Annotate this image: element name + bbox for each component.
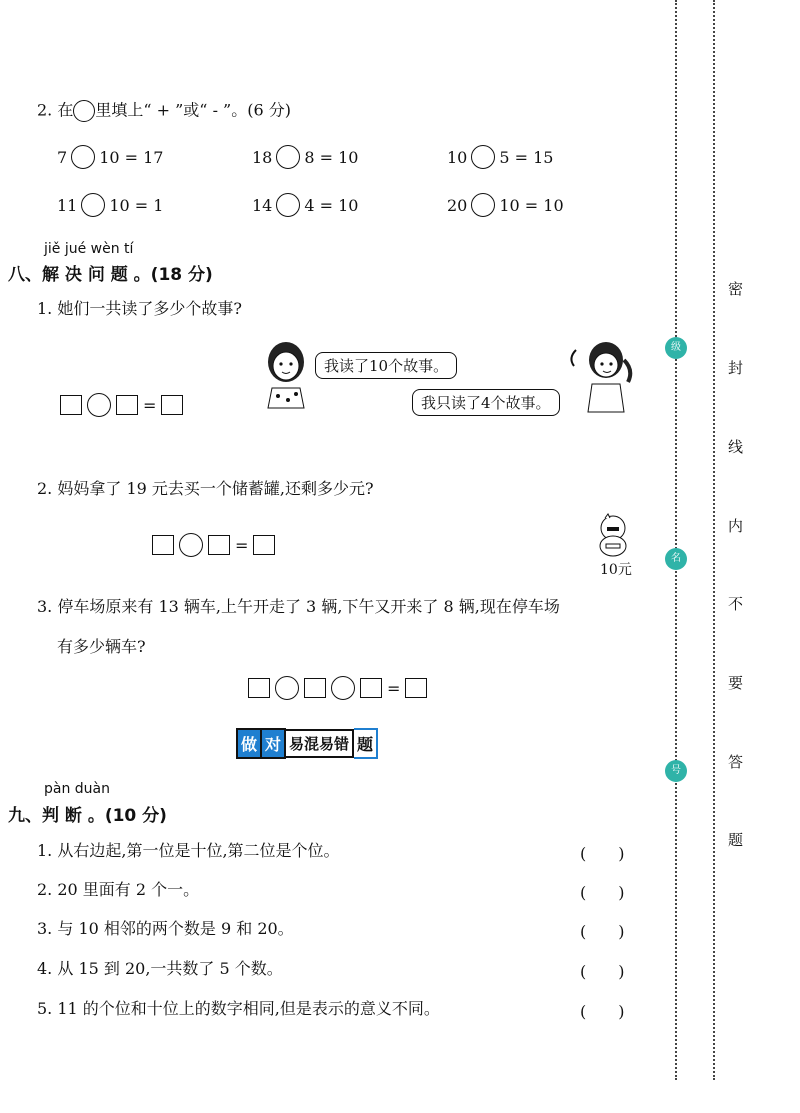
answer-box[interactable] [152,535,174,555]
answer-box[interactable] [161,395,183,415]
equation-q8-1: = [60,393,183,417]
seal-char: 线 [728,438,744,456]
section8-pinyin: jiě jué wèn tí [44,241,134,257]
speech-bubble-1: 我读了10个故事。 [315,352,457,379]
seal-char: 内 [728,517,744,535]
judge-item-3: 3. 与 10 相邻的两个数是 9 和 20。 [37,919,294,938]
number-marker: 号 [665,760,687,782]
operator-circle[interactable] [87,393,111,417]
seal-char: 密 [728,280,744,298]
girl-illustration [258,338,314,410]
operator-circle[interactable] [331,676,355,700]
operator-circle[interactable] [179,533,203,557]
answer-box[interactable] [208,535,230,555]
answer-paren[interactable]: ( ) [580,1002,625,1021]
q7-2-item: 18 8 = 10 [252,145,358,169]
seal-char: 答 [728,753,744,771]
judge-item-2: 2. 20 里面有 2 个一。 [37,880,200,899]
class-marker: 级 [665,337,687,359]
seal-line-left [675,0,677,1080]
section9-pinyin: pàn duàn [44,781,111,797]
blank-circle[interactable] [471,193,495,217]
blank-circle[interactable] [71,145,95,169]
answer-box[interactable] [248,678,270,698]
answer-paren[interactable]: ( ) [580,922,625,941]
section9-heading: 九、判 断 。(10 分) [8,806,167,826]
blank-circle[interactable] [471,145,495,169]
answer-box[interactable] [253,535,275,555]
answer-box[interactable] [116,395,138,415]
banner-char-ti: 题 [354,728,378,759]
q8-1-text: 1. 她们一共读了多少个故事? [37,299,242,318]
blank-circle[interactable] [73,100,95,122]
q7-2-item: 20 10 = 10 [447,193,564,217]
seal-char: 要 [728,674,744,692]
equation-q8-3: = [248,676,427,700]
judge-item-4: 4. 从 15 到 20,一共数了 5 个数。 [37,959,283,978]
blank-circle[interactable] [276,193,300,217]
blank-circle[interactable] [81,193,105,217]
banner-char-zuo: 做 [236,728,262,759]
seal-char: 封 [728,359,744,377]
answer-paren[interactable]: ( ) [580,962,625,981]
answer-box[interactable] [60,395,82,415]
answer-box[interactable] [405,678,427,698]
piggy-bank-icon [596,512,630,560]
price-label: 10元 [600,562,632,578]
banner-text: 易混易错 [286,729,354,758]
answer-paren[interactable]: ( ) [580,883,625,902]
q7-2-item: 11 10 = 1 [57,193,163,217]
speech-bubble-2: 我只读了4个故事。 [412,389,560,416]
answer-paren[interactable]: ( ) [580,844,625,863]
answer-box[interactable] [304,678,326,698]
seal-char: 题 [728,831,744,849]
q8-3-line1: 3. 停车场原来有 13 辆车,上午开走了 3 辆,下午又开来了 8 辆,现在停车场 [37,597,560,616]
judge-item-5: 5. 11 的个位和十位上的数字相同,但是表示的意义不同。 [37,999,440,1018]
judge-item-1: 1. 从右边起,第一位是十位,第二位是个位。 [37,841,340,860]
blank-circle[interactable] [276,145,300,169]
q8-3-line2: 有多少辆车? [57,637,146,656]
seal-char: 不 [728,595,744,613]
girl-illustration [566,336,642,414]
q7-2-item: 7 10 = 17 [57,145,163,169]
seal-line-right [713,0,715,1080]
q7-2-item: 10 5 = 15 [447,145,553,169]
equation-q8-2: = [152,533,275,557]
q7-2-item: 14 4 = 10 [252,193,358,217]
q7-2-title: 2. 在 里填上“ + ”或“ - ”。(6 分) [37,100,291,122]
section8-heading: 八、解 决 问 题 。(18 分) [8,265,213,285]
name-marker: 名 [665,548,687,570]
banner-char-dui: 对 [262,728,286,759]
answer-box[interactable] [360,678,382,698]
q8-2-text: 2. 妈妈拿了 19 元去买一个储蓄罐,还剩多少元? [37,479,374,498]
mistake-banner [236,728,412,758]
operator-circle[interactable] [275,676,299,700]
